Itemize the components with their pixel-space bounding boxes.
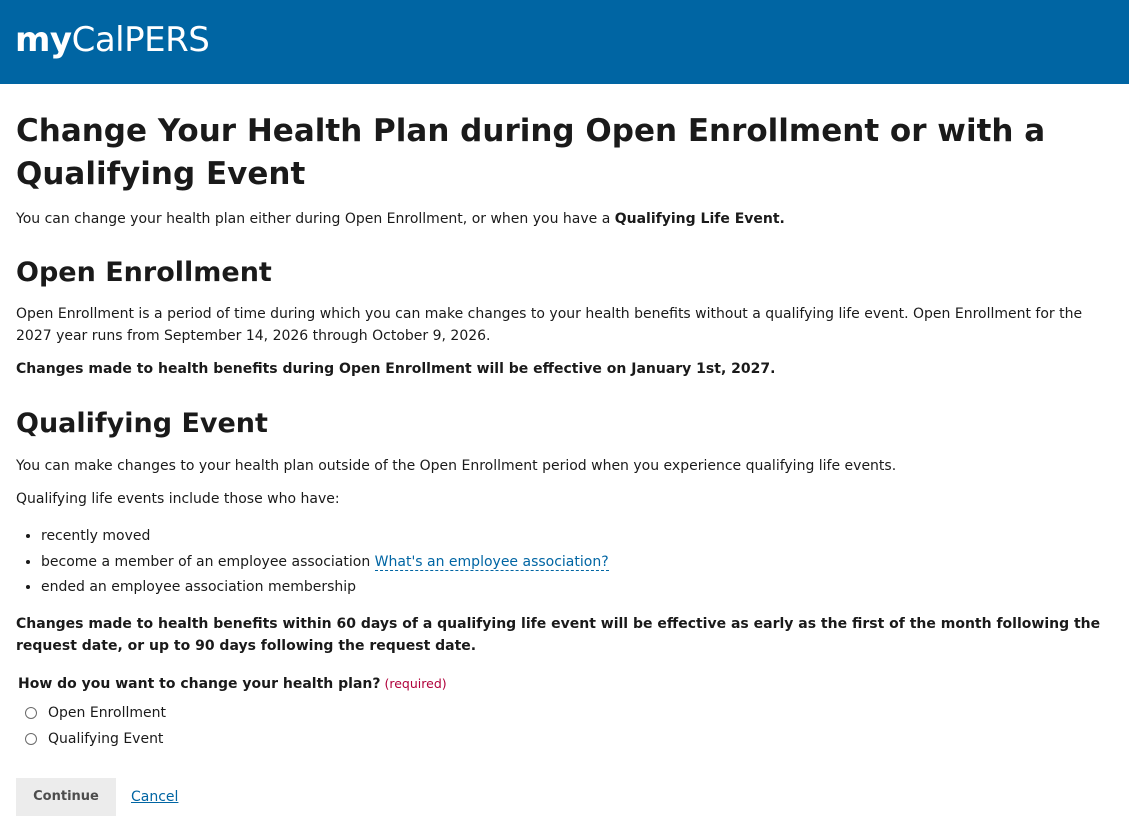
health-plan-change-question xyxy=(18,673,1113,695)
main-content xyxy=(0,110,1129,816)
continue-button[interactable]: Continue xyxy=(16,778,116,816)
qualifying-event-effective-note: Changes made to health benefits within 60 days of a qualifying life event will be effective as early as the first of the month following the request date, or up to 90 days following the request date. xyxy=(16,615,1101,654)
mycalpers-logo[interactable] xyxy=(15,20,209,60)
qualifying-events-list-intro: Qualifying life events include those who have: xyxy=(16,491,340,507)
cancel-link[interactable]: Cancel xyxy=(131,788,179,805)
logo-calpers: CalPERS xyxy=(71,20,210,60)
qualifying-event-description: You can make changes to your health plan outside of the Open Enrollment period when you experience qualifying life events. xyxy=(16,458,897,474)
event-text: become a member of an employee association xyxy=(41,553,375,570)
site-header xyxy=(0,0,1129,84)
radio-label-open-enrollment[interactable]: Open Enrollment xyxy=(48,704,166,721)
intro-paragraph xyxy=(16,208,1113,230)
radio-option-open-enrollment[interactable] xyxy=(25,700,1113,726)
open-enrollment-heading: Open Enrollment xyxy=(16,257,272,288)
radio-button-qualifying-event[interactable] xyxy=(25,733,37,745)
radio-group xyxy=(16,700,1113,752)
list-item xyxy=(41,550,1113,576)
event-text: recently moved xyxy=(41,528,151,544)
list-item xyxy=(41,524,1113,550)
page-title: Change Your Health Plan during Open Enrollment or with a Qualifying Event xyxy=(16,113,1046,192)
logo-my: my xyxy=(15,20,72,60)
qualifying-events-list xyxy=(16,524,1113,601)
open-enrollment-description: Open Enrollment is a period of time during which you can make changes to your health benefits without a qualifying life event. Open Enrollment for the 2027 year runs from September 14, 2026 through October 9, 2026. xyxy=(16,306,1083,344)
list-item xyxy=(41,575,1113,601)
qualifying-event-heading: Qualifying Event xyxy=(16,408,268,439)
required-indicator: (required) xyxy=(384,675,447,691)
intro-text: You can change your health plan either during Open Enrollment, or when you have a xyxy=(16,211,615,227)
event-text: ended an employee association membership xyxy=(41,579,357,595)
open-enrollment-effective-note: Changes made to health benefits during Open Enrollment will be effective on January 1st, 2027. xyxy=(16,361,776,377)
question-label: How do you want to change your health plan? xyxy=(18,675,381,692)
form-actions xyxy=(16,778,1113,816)
employee-association-help-link[interactable]: What's an employee association? xyxy=(374,553,609,570)
radio-option-qualifying-event[interactable] xyxy=(25,726,1113,752)
intro-bold-text: Qualifying Life Event. xyxy=(614,211,785,227)
radio-label-qualifying-event[interactable]: Qualifying Event xyxy=(48,730,164,747)
radio-button-open-enrollment[interactable] xyxy=(25,707,37,719)
